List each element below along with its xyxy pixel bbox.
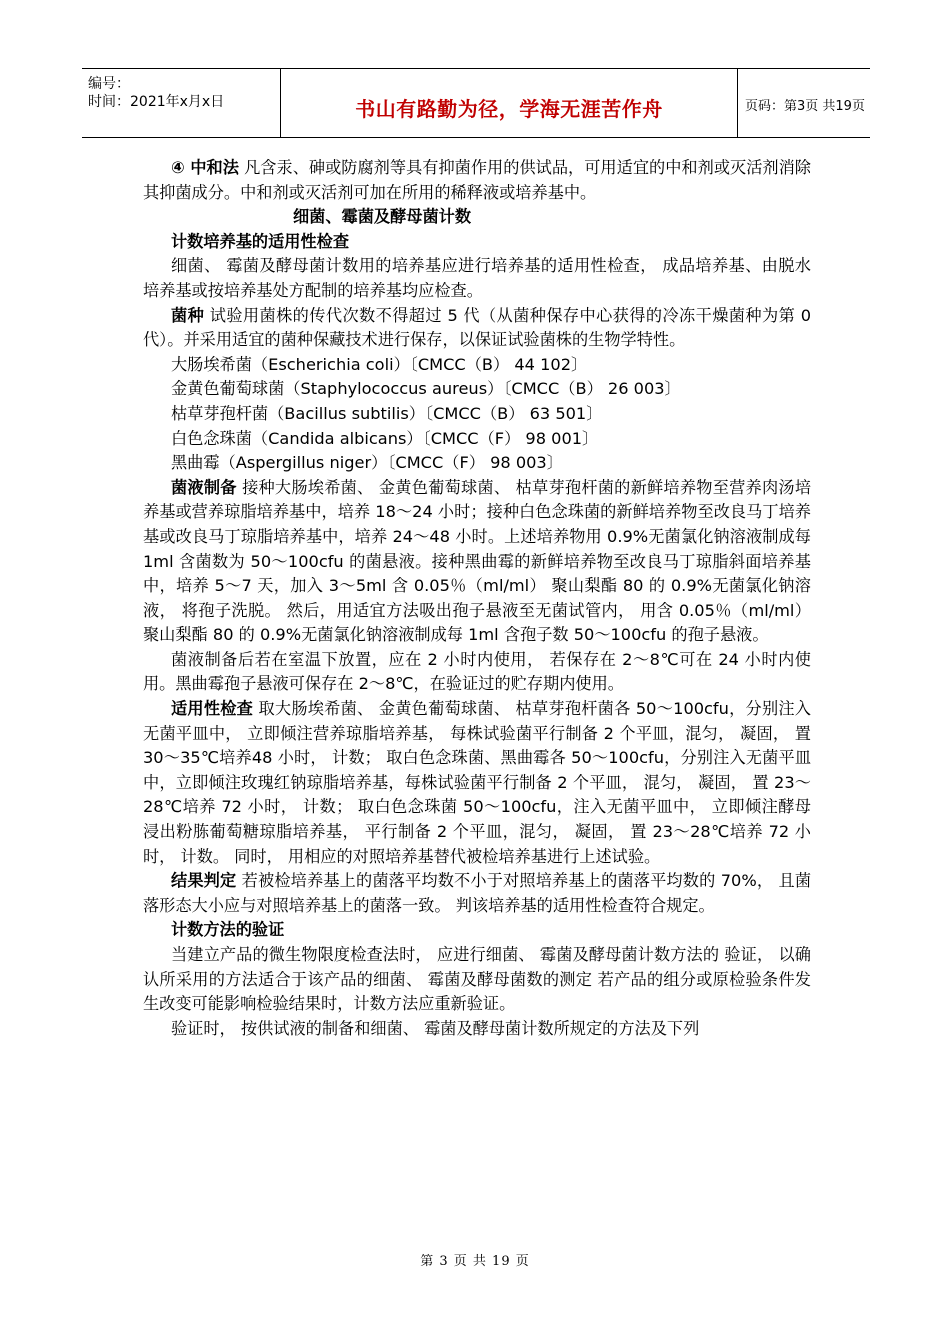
strains-text: 试验用菌株的传代次数不得超过 5 代（从菌种保存中心获得的冷冻干燥菌种为第 0 代）。并采用适宜的菌种保藏技术进行保存，以保证试验菌株的生物学特性。 xyxy=(143,305,811,350)
paragraph-result xyxy=(143,869,811,918)
page-footer: 第 3 页 共 19 页 xyxy=(420,1254,530,1269)
strain-item: 枯草芽孢杆菌（Bacillus subtilis）〔CMCC（B） 63 501〕 xyxy=(171,403,603,423)
strain-item: 白色念珠菌（Candida albicans）〔CMCC（F） 98 001〕 xyxy=(171,428,599,448)
header-page-info: 页码：第3页 共19页 xyxy=(745,99,865,114)
suitability-check-text: 取大肠埃希菌、 金黄色葡萄球菌、 枯草芽孢杆菌各 50～100cfu，分别注入无菌平皿中， 立即倾注营养琼脂培养基， 每株试验菌平行制备 2 个平皿，混匀， 凝固， 置 30～35℃培养48 小时， 计数； 取白色念珠菌、黑曲霉各 50～100cfu，分别注入无菌平皿中，立即倾注玫瑰红钠琼脂培养基，每株试验菌平行制备 2 个平皿， 混匀， 凝固， 置 23～28℃培养 72 小时， 计数； 取白色念珠菌 50～100cfu，注入无菌平皿中， 立即倾注酵母浸出粉胨葡萄糖琼脂培养基， 平行制备 2 个平皿，混匀， 凝固， 置 23～28℃培养 72 小时， 计数。 同时， 用相应的对照培养基替代被检培养基进行上述试验。 xyxy=(143,699,811,866)
header-right-cell xyxy=(737,69,870,137)
result-title: 结果判定 xyxy=(171,871,237,891)
paragraph-suitability: 细菌、 霉菌及酵母菌计数用的培养基应进行培养基的适用性检查， 成品培养基、由脱水培养基或按培养基处方配制的培养基均应检查。 xyxy=(143,256,811,300)
paragraph-method-validation: 当建立产品的微生物限度检查法时， 应进行细菌、 霉菌及酵母菌计数方法的 验证， 以确认所采用的方法适合于该产品的细菌、 霉菌及酵母菌数的测定 若产品的组分或原检验条件发生改变可能影响检验结果时，计数方法应重新验证。 xyxy=(143,945,811,1014)
strains-title: 菌种 xyxy=(171,305,205,325)
paragraph-neutralization xyxy=(143,156,811,205)
neutralization-text: 凡含汞、砷或防腐剂等具有抑菌作用的供试品，可用适宜的中和剂或灭活剂消除其抑菌成分。中和剂或灭活剂可加在所用的稀释液或培养基中。 xyxy=(143,158,811,202)
header-left-cell xyxy=(82,69,280,137)
suitability-check-title: 适用性检查 xyxy=(171,699,254,719)
header-motto: 书山有路勤为径，学海无涯苦作舟 xyxy=(355,97,663,121)
document-number-label: 编号： xyxy=(88,76,130,92)
subsection-method-validation: 计数方法的验证 xyxy=(171,920,285,940)
document-body xyxy=(143,156,811,1041)
paragraph-suspension-storage: 菌液制备后若在室温下放置，应在 2 小时内使用， 若保存在 2～8℃可在 24 小时内使用。黑曲霉孢子悬液可保存在 2～8℃，在验证过的贮存期内使用。 xyxy=(143,649,811,694)
neutralization-title: ④ 中和法 xyxy=(171,158,239,177)
suspension-prep-title: 菌液制备 xyxy=(171,477,237,497)
result-text: 若被检培养基上的菌落平均数不小于对照培养基上的菌落平均数的 70%， 且菌落形态大小应与对照培养基上的菌落一致。 判该培养基的适用性检查符合规定。 xyxy=(143,871,812,915)
strain-item: 大肠埃希菌（Escherichia coli）〔CMCC（B） 44 102〕 xyxy=(171,354,588,374)
paragraph-validation-procedure: 验证时， 按供试液的制备和细菌、 霉菌及酵母菌计数所规定的方法及下列 xyxy=(171,1018,700,1038)
paragraph-suitability-check xyxy=(143,697,811,869)
subsection-medium-suitability: 计数培养基的适用性检查 xyxy=(171,231,350,251)
page-header xyxy=(82,68,870,138)
paragraph-suspension-prep xyxy=(143,476,811,648)
header-motto-cell xyxy=(280,69,738,137)
strain-item: 黑曲霉（Aspergillus niger）〔CMCC（F） 98 003〕 xyxy=(171,453,563,473)
strain-item: 金黄色葡萄球菌（Staphylococcus aureus）〔CMCC（B） 26 003〕 xyxy=(171,379,681,399)
suspension-prep-text: 接种大肠埃希菌、 金黄色葡萄球菌、 枯草芽孢杆菌的新鲜培养物至营养肉汤培养基或营养琼脂培养基中，培养 18～24 小时；接种白色念珠菌的新鲜培养物至改良马丁培养基或改良马丁琼脂培养基中，培养 24～48 小时。上述培养物用 0.9%无菌氯化钠溶液制成每 1ml 含菌数为 50～100cfu 的菌悬液。接种黑曲霉的新鲜培养物至改良马丁琼脂斜面培养基中，培养 5～7 天，加入 3～5ml 含 0.05％（ml/ml） 聚山梨酯 80 的 0.9%无菌氯化钠溶液， 将孢子洗脱。 然后，用适宜方法吸出孢子悬液至无菌试管内， 用含 0.05％（ml/ml） 聚山梨酯 80 的 0.9%无菌氯化钠溶液制成每 1ml 含孢子数 50～100cfu 的孢子悬液。 xyxy=(143,477,812,645)
document-date-label: 时间：2021年x月x日 xyxy=(88,94,225,110)
section-title: 细菌、霉菌及酵母菌计数 xyxy=(293,207,472,227)
paragraph-strains xyxy=(143,304,811,353)
